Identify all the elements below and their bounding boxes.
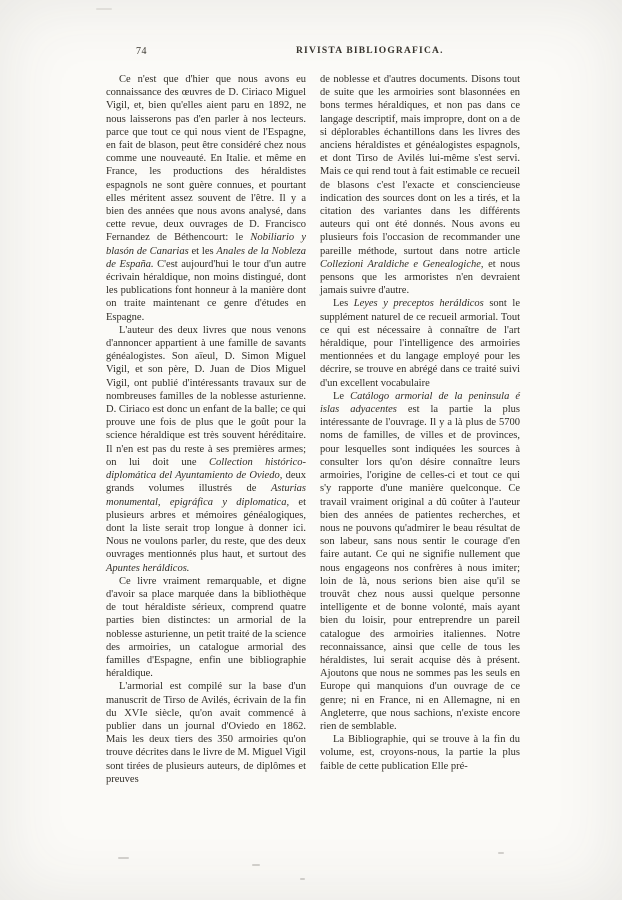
page-number: 74 (136, 46, 147, 57)
body-text: sont le supplément naturel de ce recueil armorial. Tout ce qui est nécessaire à connaître de l'art héraldique, pour l'intelligence des armoiries mentionnées et du langage employé pour les décrire, se trouve en abrégé dans ce traité suivi d'un excellent vocabulaire (320, 298, 520, 389)
italic-title-text: Leyes y preceptos heráldicos (353, 298, 484, 310)
column-right (320, 73, 520, 786)
paragraph (320, 297, 520, 389)
body-text: est la partie la plus intéressante de l'ouvrage. Il y a là plus de 5700 noms de familles, de villes et de provinces, pour lesquelles sont indiquées les sources à consulter lors qu'on désire connaître leurs armoiries, l'origine de celles-ci et tout ce qui s'y rapporte d'une manière quelconque. Ce travail vraiment original a dû coûter à l'auteur bien des années de patientes recherches, et nous ne pouvons qu'admirer le beau résultat de son labeur, sans nous sentir le courage d'en faire autant. Ce qui ne signifie nullement que nous engageons nos confrères à nous imiter; loin de là, nous serions bien aise qu'il se trouvât chez nous aussi quelque personne intelligente et de bonne volonté, mais ayant bien du loisir, pour entreprendre un pareil catalogue des armoiries italiennes. Notre reconnaissance, ainsi que celle de tous les héraldistes, lui serait acquise dès à présent. Ajoutons que nous ne sommes pas les seuls en Europe qui manquions d'un ouvrage de ce genre; ni en France, ni en Allemagne, ni en Angleterre, que nous sachions, n'existe encore rien de semblable. (320, 404, 520, 732)
body-text: L'auteur des deux livres que nous venons d'annoncer appartient à une famille de savants généalogistes. Son aïeul, D. Simon Miguel Vigil, et son père, D. Juan de Dios Miguel Vigil, ont publié d'intéressants travaux sur de nombreuses familles de la noblesse asturienne. D. Ciriaco est donc un enfant de la balle; ce qui prouve une fois de plus que le goût pour la science héraldique est très souvent héréditaire. Il n'en est pas du reste à ses premières armes; on lui doit une (106, 324, 306, 468)
paragraph (320, 73, 520, 297)
paragraph (106, 680, 306, 786)
text-columns (106, 73, 520, 786)
text-block (106, 0, 520, 786)
body-text: La Bibliographie, qui se trouve à la fin du volume, est, croyons-nous, la partie la plus faible de cette publication Elle pré- (320, 734, 520, 772)
column-left (106, 73, 306, 786)
scan-speck (498, 852, 504, 854)
scan-speck (252, 864, 260, 866)
journal-title: RIVISTA BIBLIOGRAFICA. (296, 46, 444, 56)
italic-title-text: Anales de la Nobleza de España. (106, 245, 306, 270)
scan-speck (300, 878, 305, 880)
paragraph (106, 575, 306, 681)
body-text: Le (333, 390, 351, 402)
body-text: deux grands volumes illustrés de (106, 470, 306, 495)
italic-title-text: Collezioni Araldiche e Genealogiche, (320, 258, 484, 270)
italic-title-text: Apuntes heráldicos. (106, 562, 190, 574)
body-text: L'armorial est compilé sur la base d'un manuscrit de Tirso de Avilés, écrivain de la fin du XVIe siècle, qu'on avait commencé à publier dans un journal d'Oviedo en 1862. Mais les deux tiers des 350 armoiries qu'on trouve décrites dans le livre de M. Miguel Vigil sont tirées de plusieurs auteurs, de diplômes et preuves (106, 681, 306, 785)
body-text: et les (188, 245, 217, 257)
body-text: Ce n'est que d'hier que nous avons eu connaissance des œuvres de D. Ciriaco Miguel Vigil, et, bien qu'elles aient paru en 1892, ne nous laisserons pas d'en parler à nos lecteurs. parce que tout ce qui nous vient de l'Espagne, en fait de blason, peut être considéré chez nous comme une nouveauté. En Italie. et même en France, les productions des héraldistes espagnols ne sont guère connues, et pourtant elles méritent assez souvent de l'être. Il y a bien des années que nous avons analysé, dans cette revue, deux ouvrages de D. Francisco Fernandez de Béthencourt: le (106, 74, 306, 244)
body-text: Les (333, 298, 354, 310)
italic-title-text: Catálogo armorial de la peninsula é islas adyacentes (320, 390, 520, 416)
scan-speck (118, 857, 129, 859)
paragraph (320, 390, 520, 733)
body-text: et nous pensons que les armoristes n'en devraient jamais suivre d'autre. (320, 258, 520, 297)
scan-speck (96, 8, 112, 10)
body-text: de noblesse et d'autres documents. Disons tout de suite que les armoiries sont blasonnées en bons termes héraldiques, et non pas dans ce langage descriptif, mais impropre, dont on a de si déplorables échantillons dans les livres des anciens héraldistes et généalogistes espagnols, et dont Tirso de Avilés lui-même s'est servi. Mais ce qui rend tout à fait estimable ce recueil de blasons c'est l'exacte et consciencieuse indication des sources dont on les a tirés, et la citation des variantes dans les différents auteurs qui ont été donnés. Nous avons eu plusieurs fois l'occasion de recommander une pareille méthode, surtout dans notre article (320, 74, 520, 257)
body-text: Ce livre vraiment remarquable, et digne d'avoir sa place marquée dans la bibliothèque de tout héraldiste sérieux, comprend quatre parties bien distinctes: un armorial de la noblesse asturienne, un petit traité de la science des armoiries, un catalogue armorial des familles d'Espagne, enfin une bibliographie héraldique. (106, 575, 306, 680)
page-header (106, 44, 520, 60)
body-text: C'est aujourd'hui le tour d'un autre écrivain héraldique, non moins distingué, dont les publications font honneur à la manière dont on traite maintenant ce genre d'études en Espagne. (106, 258, 306, 323)
paragraph (320, 733, 520, 773)
paragraph (106, 73, 306, 324)
italic-title-text: Asturias monumental, epigráfica y diplomatica, (106, 483, 306, 508)
italic-title-text: Nobiliario y blasón de Canarias (106, 232, 307, 257)
body-text: et plusieurs arbres et mémoires généalogiques, dont la liste serait trop longue à donner ici. Nous ne voulons parler, du reste, que des deux ouvrages mentionnés plus haut, et surtout des (106, 496, 306, 561)
paragraph (106, 324, 306, 575)
italic-title-text: Collection histórico-diplomática del Ayuntamiento de Oviedo, (106, 456, 306, 482)
